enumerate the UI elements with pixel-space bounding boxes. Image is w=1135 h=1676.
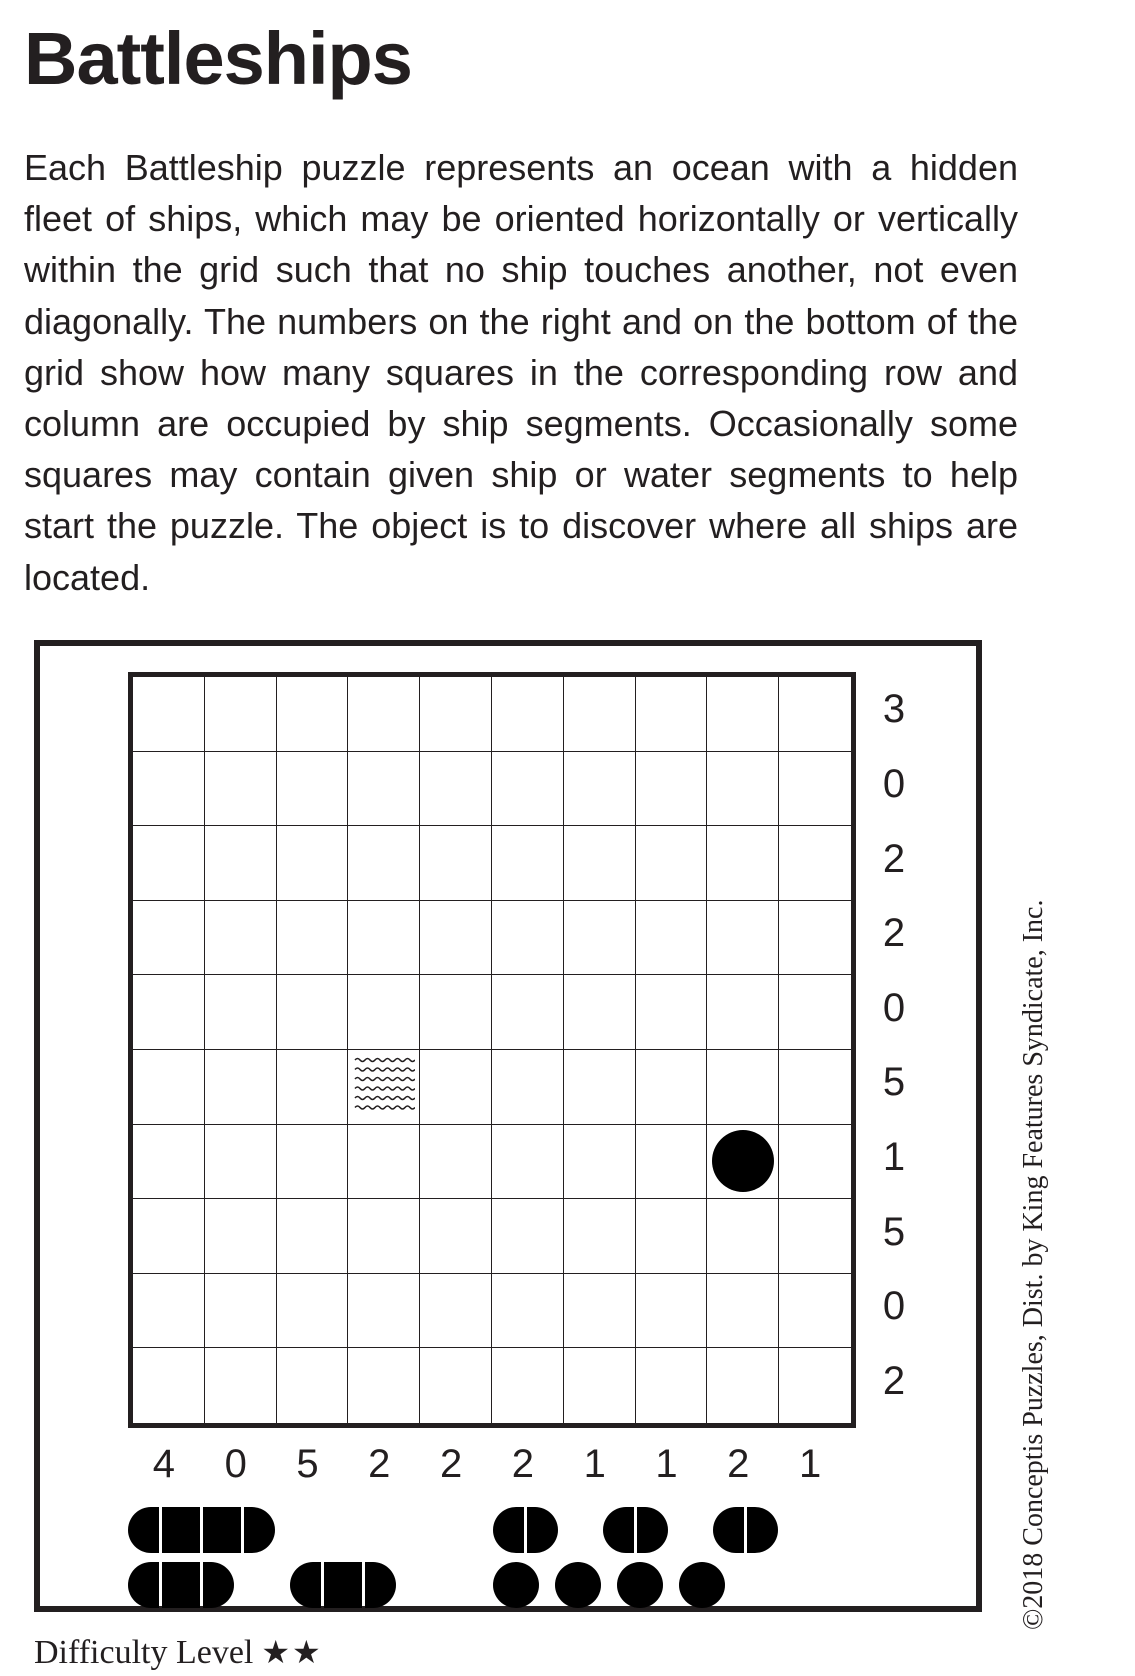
- row-clue: 2: [882, 1358, 906, 1403]
- column-clue: 2: [368, 1442, 391, 1486]
- submarine-ship-icon: [617, 1562, 663, 1608]
- column-clue: 1: [798, 1442, 822, 1486]
- row-clue: 5: [882, 1060, 906, 1105]
- column-clue: 2: [439, 1442, 463, 1486]
- destroyer-ship-icon: [603, 1507, 668, 1553]
- submarine-ship-icon: [679, 1562, 725, 1608]
- row-clue: 5: [882, 1209, 906, 1254]
- column-clue: 5: [296, 1442, 319, 1486]
- destroyer-ship-icon: [493, 1507, 558, 1553]
- difficulty-level: [34, 1633, 323, 1671]
- column-clue: 2: [727, 1442, 750, 1486]
- difficulty-stars: ★★: [261, 1633, 323, 1671]
- row-clue: 3: [882, 687, 906, 732]
- column-clue: 4: [152, 1442, 176, 1486]
- battleship-ship-icon: [128, 1507, 275, 1553]
- row-clue: 0: [882, 1284, 906, 1329]
- submarine-ship-icon: [493, 1562, 539, 1608]
- rules-text: Each Battleship puzzle represents an ocean with a hidden fleet of ships, which may be oriented horizontally or vertically within the grid such that no ship touches another, not even diagonally. The numbers on the right and on the bottom of the grid show how many squares in the corresponding row and column are occupied by ship segments. Occasionally some squares may contain given ship or water segments to help start the puzzle. The object is to discover where all ships are located.: [24, 147, 1018, 598]
- cruiser-ship-icon: [290, 1562, 396, 1608]
- row-clue: 0: [882, 985, 906, 1030]
- column-clue: 1: [583, 1442, 606, 1486]
- row-clue: 1: [882, 1134, 906, 1179]
- destroyer-ship-icon: [713, 1507, 778, 1553]
- difficulty-label: Difficulty Level: [34, 1634, 254, 1671]
- page-title: Battleships: [24, 17, 412, 100]
- column-clue: 2: [511, 1442, 535, 1486]
- copyright-text: ©2018 Conceptis Puzzles, Dist. by King Features Syndicate, Inc.: [1018, 899, 1049, 1630]
- column-clue: 0: [224, 1442, 247, 1486]
- row-clue: 2: [882, 836, 906, 881]
- column-clue: 1: [655, 1442, 678, 1486]
- row-clue: 0: [882, 761, 906, 806]
- cruiser-ship-icon: [128, 1562, 234, 1608]
- submarine-ship-icon: [555, 1562, 601, 1608]
- row-clue: 2: [882, 911, 906, 956]
